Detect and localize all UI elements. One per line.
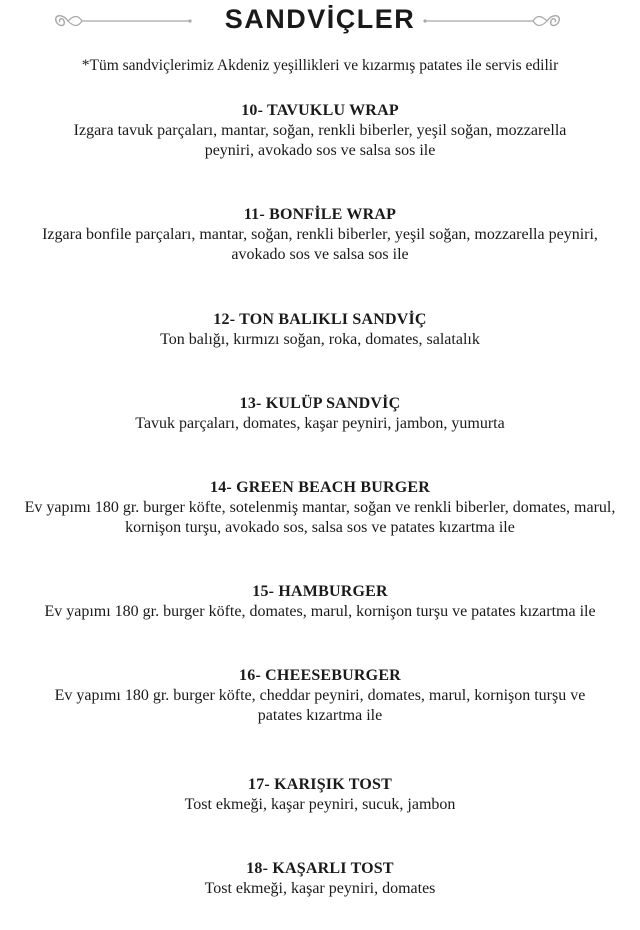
item-name: 12- TON BALIKLI SANDVİÇ [213, 311, 427, 328]
menu-item [0, 774, 640, 815]
item-name: 10- TAVUKLU WRAP [241, 102, 399, 119]
ornament-right-icon [423, 9, 563, 33]
item-name: 13- KULÜP SANDVİÇ [239, 395, 401, 412]
menu-item [0, 477, 640, 538]
item-description: Izgara tavuk parçaları, mantar, soğan, renkli biberler, yeşil soğan, mozzarella peyniri, avokado sos ve salsa sos ile [73, 122, 567, 159]
item-name: 15- HAMBURGER [252, 583, 388, 600]
item-name: 14- GREEN BEACH BURGER [210, 479, 430, 496]
page-title: SANDVİÇLER [224, 4, 416, 34]
item-description: Tost ekmeği, kaşar peyniri, domates [204, 880, 436, 897]
item-name: 16- CHEESEBURGER [239, 667, 401, 684]
serving-note: *Tüm sandviçlerimiz Akdeniz yeşillikleri ve kızarmış patates ile servis edilir [81, 57, 559, 74]
menu-item [0, 204, 640, 265]
item-description: Ev yapımı 180 gr. burger köfte, sotelenmiş mantar, soğan ve renkli biberler, domates, marul, kornişon turşu, avokado sos, salsa sos ve patates kızartma ile [24, 499, 616, 536]
item-description: Tost ekmeği, kaşar peyniri, sucuk, jambon [184, 796, 456, 813]
menu-item [0, 309, 640, 350]
menu-header [0, 0, 640, 46]
item-description: Tavuk parçaları, domates, kaşar peyniri, jambon, yumurta [135, 415, 505, 432]
menu-item [0, 665, 640, 726]
item-description: Izgara bonfile parçaları, mantar, soğan, renkli biberler, yeşil soğan, mozzarella peyniri, avokado sos ve salsa sos ile [42, 226, 598, 263]
item-name: 11- BONFİLE WRAP [243, 206, 397, 223]
menu-item [0, 581, 640, 622]
item-description: Ev yapımı 180 gr. burger köfte, domates, marul, kornişon turşu ve patates kızartma ile [44, 603, 596, 620]
menu-item [0, 393, 640, 434]
item-description: Ton balığı, kırmızı soğan, roka, domates, salatalık [160, 331, 480, 348]
item-name: 18- KAŞARLI TOST [246, 860, 394, 877]
menu-item [0, 858, 640, 899]
item-name: 17- KARIŞIK TOST [248, 776, 392, 793]
menu-item [0, 100, 640, 161]
item-description: Ev yapımı 180 gr. burger köfte, cheddar peyniri, domates, marul, kornişon turşu ve patates kızartma ile [54, 687, 586, 724]
